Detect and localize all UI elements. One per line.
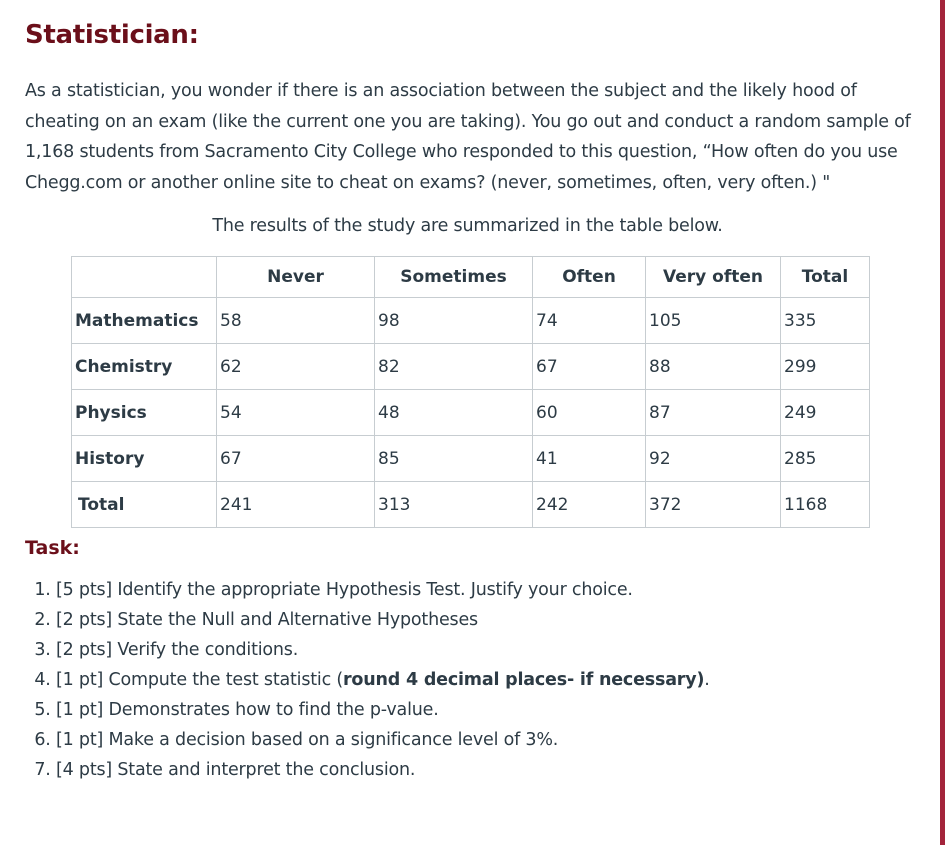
table-cell: 1168 bbox=[781, 482, 870, 528]
table-cell: 74 bbox=[533, 298, 646, 344]
table-cell: 41 bbox=[533, 436, 646, 482]
row-label: Total bbox=[72, 482, 217, 528]
table-cell: 299 bbox=[781, 344, 870, 390]
right-edge-bar bbox=[940, 0, 945, 845]
table-cell: 249 bbox=[781, 390, 870, 436]
table-cell: 241 bbox=[217, 482, 375, 528]
task-list bbox=[25, 575, 710, 785]
page-title: Statistician: bbox=[25, 20, 199, 50]
table-cell: 313 bbox=[375, 482, 533, 528]
header-very-often: Very often bbox=[646, 257, 781, 298]
table-row bbox=[72, 298, 870, 344]
table-cell: 54 bbox=[217, 390, 375, 436]
results-table bbox=[71, 256, 870, 528]
table-row bbox=[72, 344, 870, 390]
table-cell: 67 bbox=[217, 436, 375, 482]
header-cell-empty bbox=[72, 257, 217, 298]
list-item bbox=[56, 755, 710, 785]
task-text: [2 pts] State the Null and Alternative Hypotheses bbox=[56, 610, 478, 630]
header-often: Often bbox=[533, 257, 646, 298]
table-header-row bbox=[72, 257, 870, 298]
task-text-after: . bbox=[704, 670, 710, 690]
row-label: History bbox=[72, 436, 217, 482]
row-label: Chemistry bbox=[72, 344, 217, 390]
table-cell: 87 bbox=[646, 390, 781, 436]
task-bold-text: round 4 decimal places- if necessary) bbox=[342, 670, 705, 690]
table-cell: 48 bbox=[375, 390, 533, 436]
row-label: Mathematics bbox=[72, 298, 217, 344]
intro-paragraph: As a statistician, you wonder if there is an association between the subject and the likely hood of cheating on an exam (like the current one you are taking). You go out and conduct a random sample of 1,168 students from Sacramento City College who responded to this question, “How often do you use Chegg.com or another online site to cheat on exams? (never, sometimes, often, very often.) " bbox=[25, 81, 911, 193]
table-cell: 82 bbox=[375, 344, 533, 390]
table-cell: 85 bbox=[375, 436, 533, 482]
list-item bbox=[56, 695, 710, 725]
list-item bbox=[56, 635, 710, 665]
list-item bbox=[56, 575, 710, 605]
table-row bbox=[72, 436, 870, 482]
table-cell: 62 bbox=[217, 344, 375, 390]
table-cell: 60 bbox=[533, 390, 646, 436]
list-item bbox=[56, 725, 710, 755]
table-cell: 98 bbox=[375, 298, 533, 344]
task-text: [1 pt] Demonstrates how to find the p-value. bbox=[56, 700, 439, 720]
header-never: Never bbox=[217, 257, 375, 298]
task-heading: Task: bbox=[25, 537, 80, 559]
task-text: [2 pts] Verify the conditions. bbox=[56, 640, 299, 660]
table-cell: 67 bbox=[533, 344, 646, 390]
task-text: [1 pt] Make a decision based on a significance level of 3%. bbox=[56, 730, 559, 750]
task-text: [1 pt] Compute the test statistic ( bbox=[56, 670, 343, 690]
header-total: Total bbox=[781, 257, 870, 298]
table-cell: 335 bbox=[781, 298, 870, 344]
table-row bbox=[72, 390, 870, 436]
task-text: [5 pts] Identify the appropriate Hypothesis Test. Justify your choice. bbox=[56, 580, 633, 600]
header-sometimes: Sometimes bbox=[375, 257, 533, 298]
list-item bbox=[56, 665, 710, 695]
table-caption: The results of the study are summarized in the table below. bbox=[212, 216, 723, 236]
table-cell: 242 bbox=[533, 482, 646, 528]
table-cell: 88 bbox=[646, 344, 781, 390]
table-cell: 285 bbox=[781, 436, 870, 482]
table-cell: 105 bbox=[646, 298, 781, 344]
list-item bbox=[56, 605, 710, 635]
task-text: [4 pts] State and interpret the conclusion. bbox=[56, 760, 416, 780]
table-cell: 372 bbox=[646, 482, 781, 528]
table-cell: 92 bbox=[646, 436, 781, 482]
table-cell: 58 bbox=[217, 298, 375, 344]
table-row-total bbox=[72, 482, 870, 528]
row-label: Physics bbox=[72, 390, 217, 436]
